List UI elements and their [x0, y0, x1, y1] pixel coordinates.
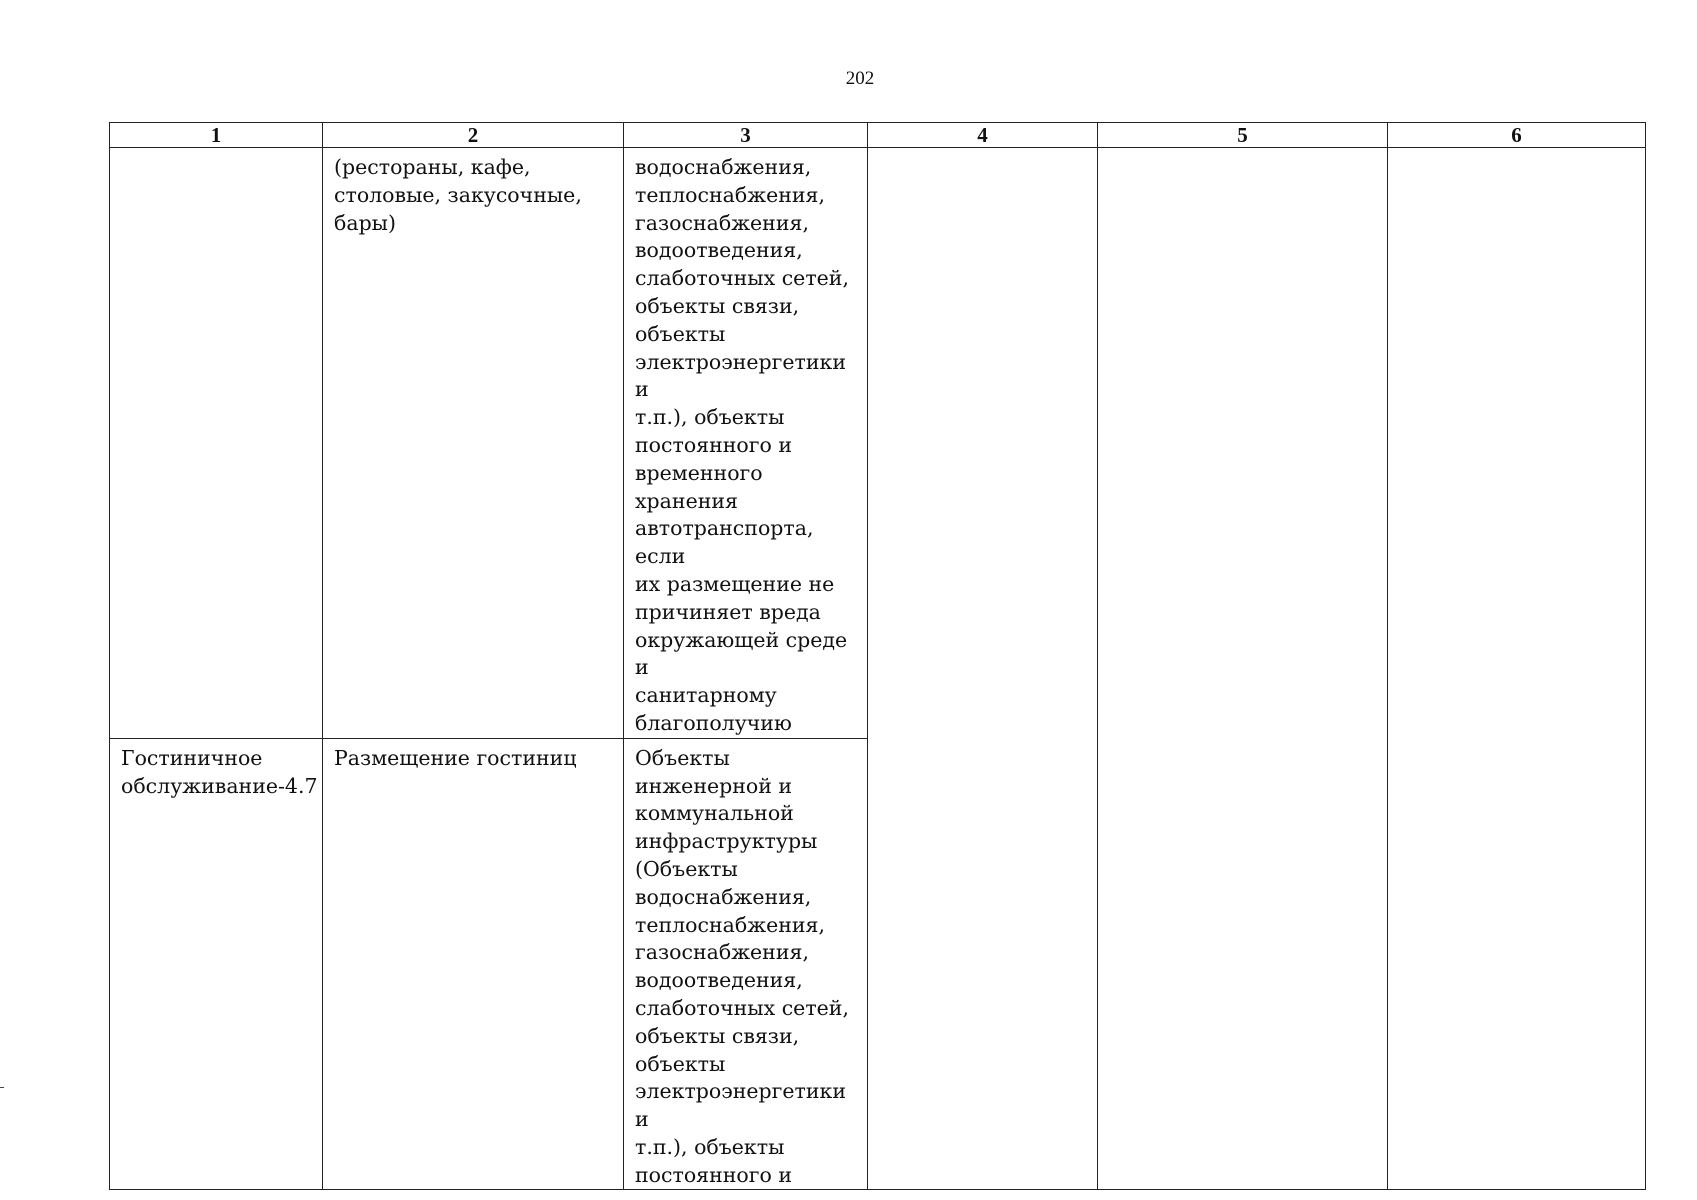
row1-col1-cell [110, 148, 323, 739]
header-cell-3: 3 [624, 123, 868, 148]
row2-col3-text: Объекты инженерной и коммунальной инфраструктуры (Объекты водоснабжения, теплоснабжения, газоснабжения, водоотведения, слаботочных сетей, объекты связи, объекты электроэнергетики и т.п.), объекты постоянного и [635, 745, 849, 1187]
col5-merged-cell [1098, 148, 1388, 1190]
land-use-table [109, 122, 1646, 1190]
header-cell-1: 1 [110, 123, 323, 148]
row1-col2-text: (рестораны, кафе, столовые, закусочные, бары) [334, 155, 582, 235]
row1-col3-text: водоснабжения, теплоснабжения, газоснабжения, водоотведения, слаботочных сетей, объекты связи, объекты электроэнергетики и т.п.), объекты постоянного и временного хранения автотранспорта, если их размещение не причиняет вреда окружающей среде и санитарному благополучию [635, 155, 849, 735]
table-row [110, 148, 1646, 739]
header-cell-6: 6 [1388, 123, 1646, 148]
header-cell-5: 5 [1098, 123, 1388, 148]
row2-col1-text: Гостиничное обслуживание-4.7 [121, 745, 318, 798]
page-number: 202 [845, 68, 875, 89]
table-header-row [110, 123, 1646, 148]
col4-merged-cell [868, 148, 1098, 1190]
row2-col2-cell [323, 738, 624, 1190]
row2-col2-text: Размещение гостиниц [334, 745, 577, 770]
header-cell-4: 4 [868, 123, 1098, 148]
row1-col3-cell [624, 148, 868, 739]
header-cell-2: 2 [323, 123, 624, 148]
row1-col2-cell [323, 148, 624, 739]
col6-merged-cell [1388, 148, 1646, 1190]
row2-col1-cell [110, 738, 323, 1190]
row2-col3-cell [624, 738, 868, 1190]
margin-mark [0, 1087, 4, 1088]
